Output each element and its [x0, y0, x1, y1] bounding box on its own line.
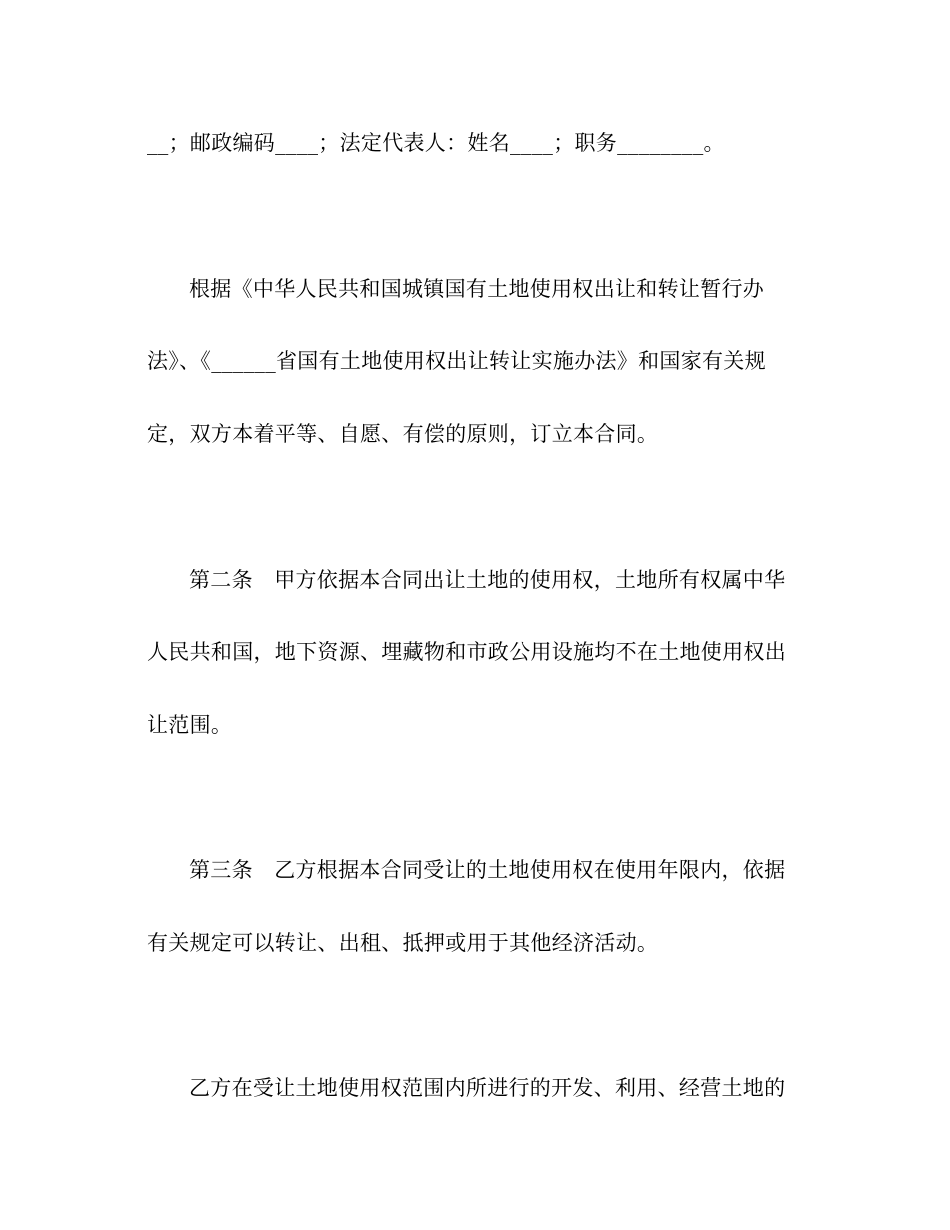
contact-info-line: __；邮政编码____；法定代表人：姓名____；职务________。: [147, 131, 725, 155]
article-2-line-1: 第二条 甲方依据本合同出让土地的使用权，土地所有权属中华: [189, 568, 786, 592]
article-2-line-2: 人民共和国，地下资源、埋藏物和市政公用设施均不在土地使用权出: [147, 640, 786, 664]
paragraph-basis-line-1: 根据《中华人民共和国城镇国有土地使用权出让和转让暂行办: [189, 277, 765, 301]
article-2-line-3: 让范围。: [147, 713, 233, 737]
article-3-paragraph-2-line-1: 乙方在受让土地使用权范围内所进行的开发、利用、经营土地的: [189, 1076, 786, 1100]
article-3-line-2: 有关规定可以转让、出租、抵押或用于其他经济活动。: [147, 931, 659, 955]
article-3-line-1: 第三条 乙方根据本合同受让的土地使用权在使用年限内，依据: [189, 858, 786, 882]
paragraph-basis-line-3: 定，双方本着平等、自愿、有偿的原则，订立本合同。: [147, 422, 659, 446]
paragraph-basis-line-2: 法》、《______省国有土地使用权出让转让实施办法》和国家有关规: [147, 349, 766, 373]
